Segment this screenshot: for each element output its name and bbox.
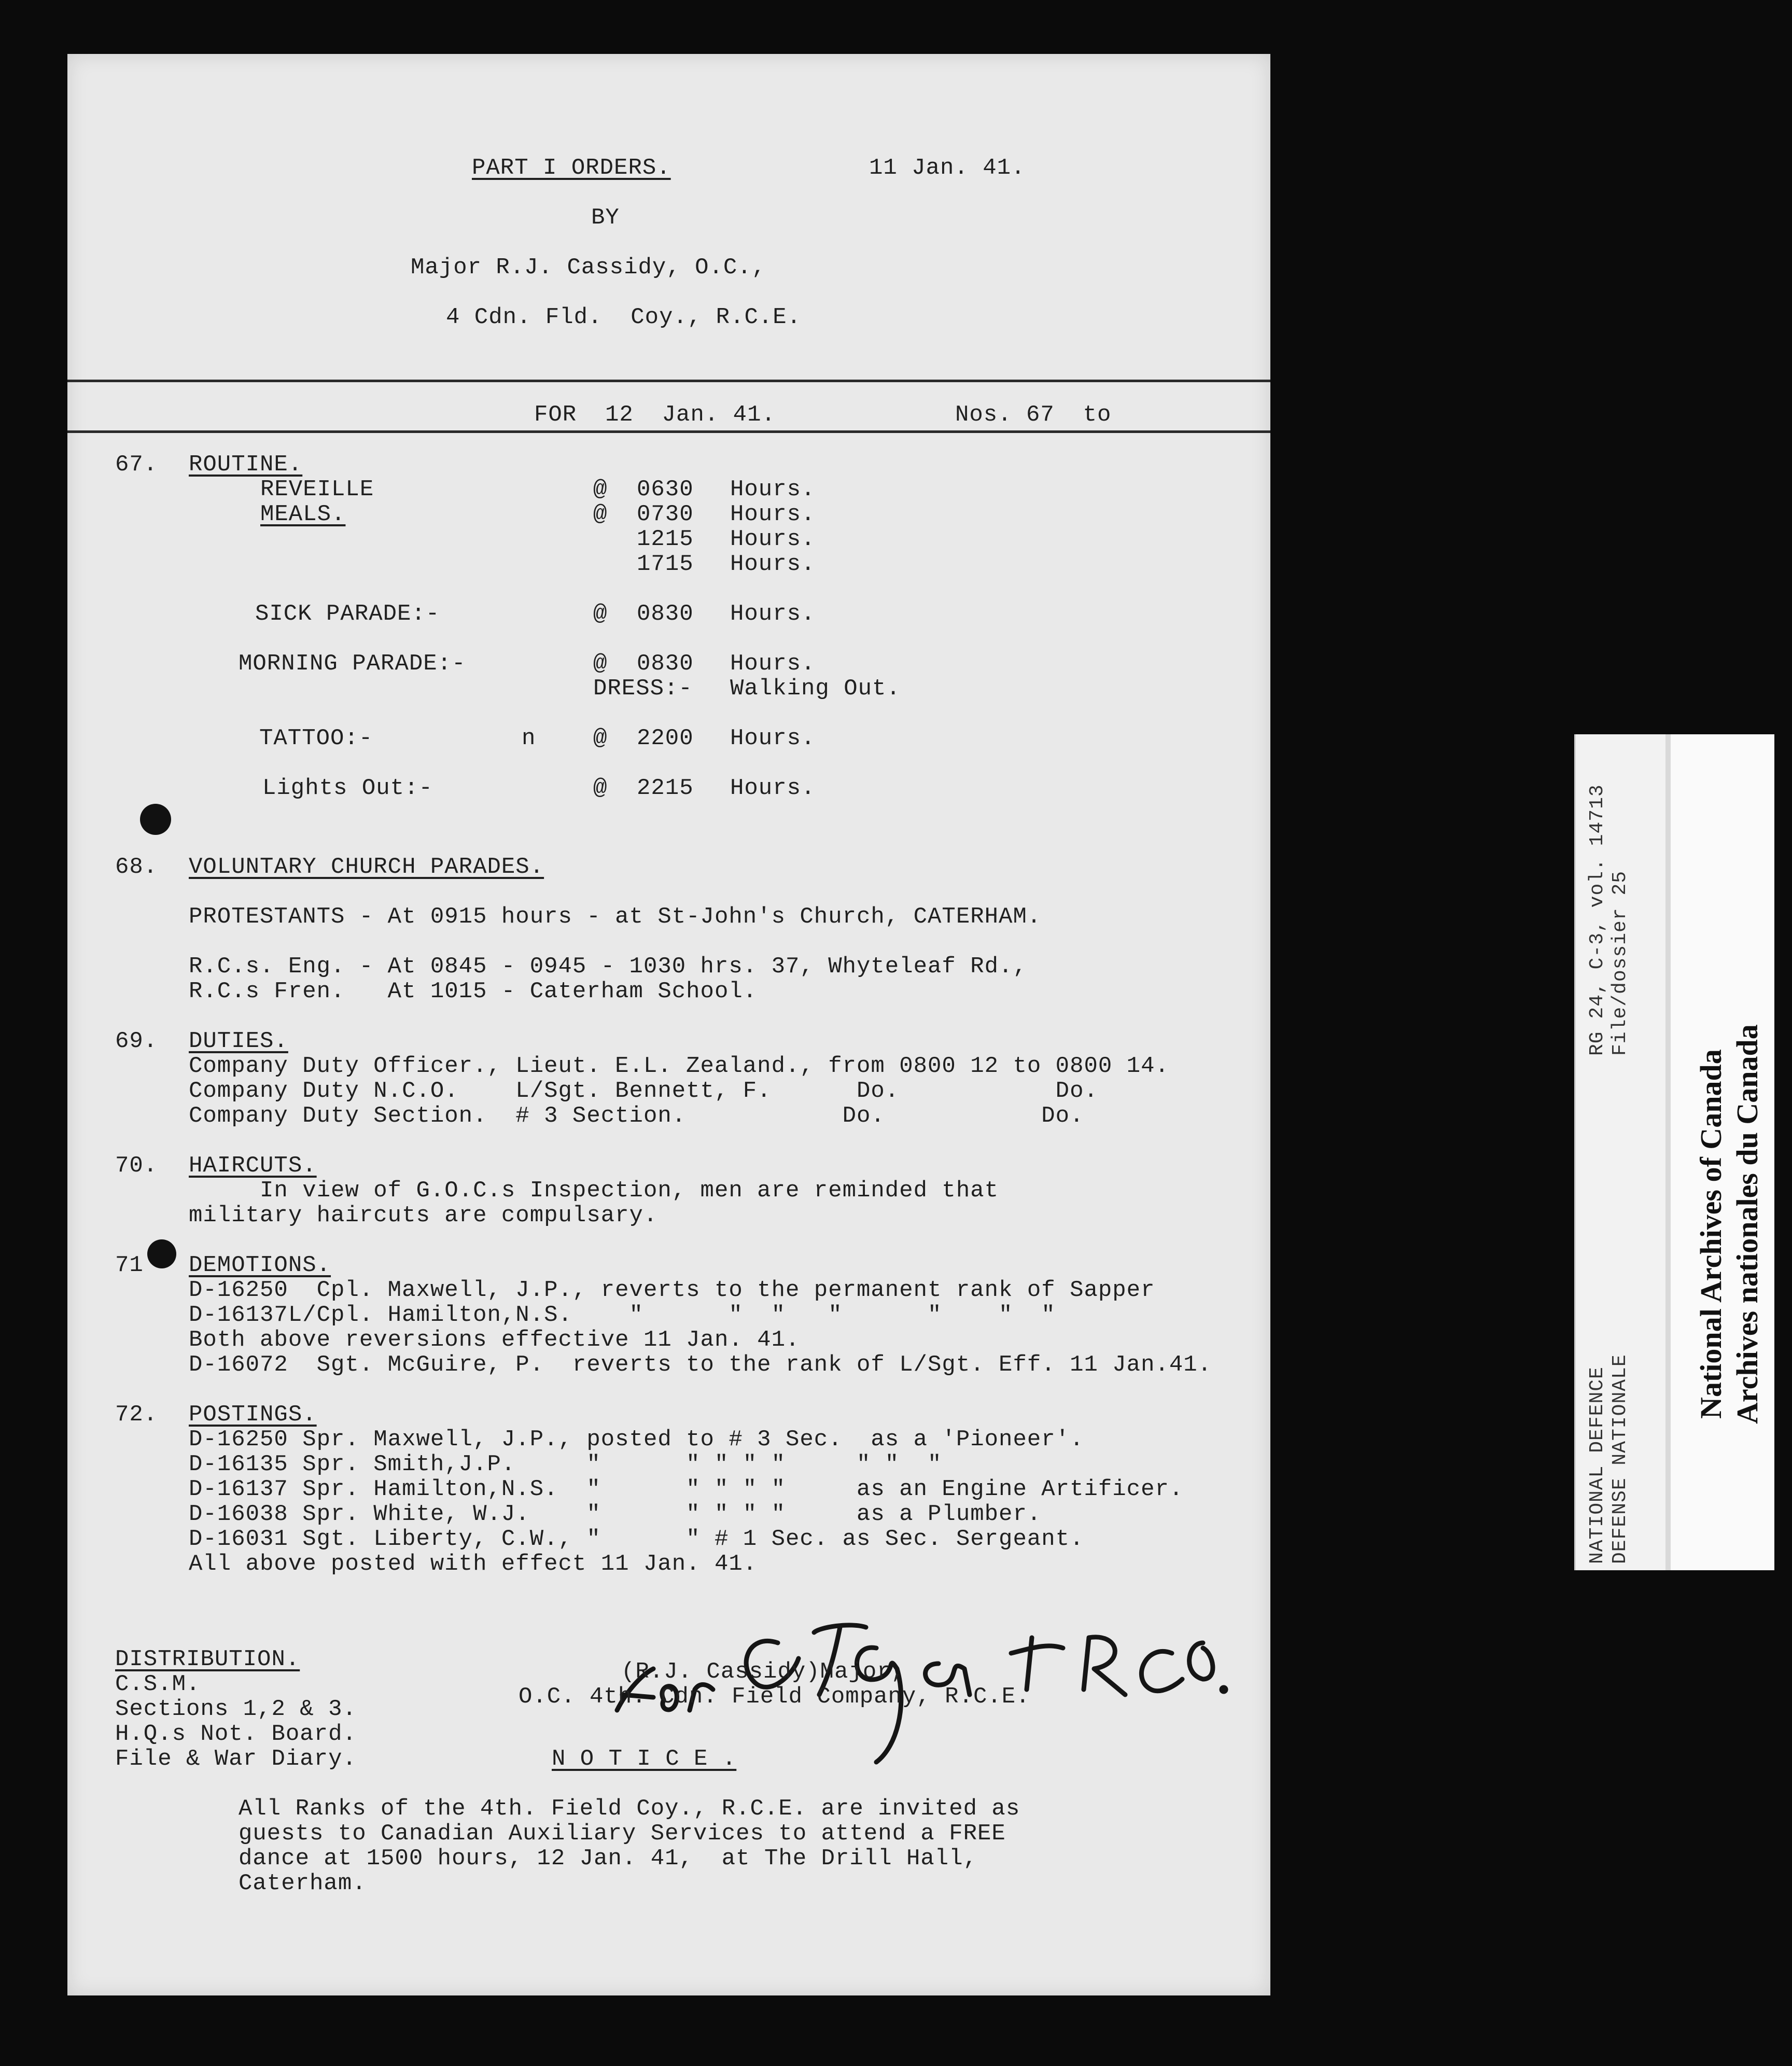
distribution-item: H.Q.s Not. Board.	[115, 1721, 357, 1747]
distribution-item: C.S.M.	[115, 1671, 201, 1697]
postings-heading: POSTINGS.	[189, 1402, 317, 1428]
for-date: FOR 12 Jan. 41.	[534, 402, 776, 428]
punch-hole	[140, 804, 171, 835]
unit-name: 4 Cdn. Fld. Coy., R.C.E.	[446, 304, 802, 330]
duty-officer: Company Duty Officer., Lieut. E.L. Zealand., from 0800 12 to 0800 14.	[189, 1053, 1169, 1079]
item-number-68: 68.	[115, 854, 158, 880]
meals-label: MEALS.	[260, 501, 346, 527]
item-number-69: 69.	[115, 1028, 158, 1054]
archive-name-french: Archives nationales du Canada	[1730, 1024, 1764, 1424]
header-rule-top	[67, 380, 1270, 382]
at-sign: @	[593, 601, 608, 627]
at-sign: @	[593, 651, 608, 677]
hours-label: Hours.	[730, 477, 816, 502]
archive-name-english: National Archives of Canada	[1694, 1049, 1728, 1419]
at-sign: @	[593, 477, 608, 502]
duty-nco: Company Duty N.C.O. L/Sgt. Bennett, F. Do. Do.	[189, 1078, 1098, 1104]
archive-reference-label	[1574, 734, 1667, 1570]
officer-name: Major R.J. Cassidy, O.C.,	[411, 255, 766, 281]
item-number-72: 72.	[115, 1402, 158, 1428]
church-protestants: PROTESTANTS - At 0915 hours - at St-John's Church, CATERHAM.	[189, 904, 1042, 930]
orders-date: 11 Jan. 41.	[869, 155, 1026, 181]
duty-section: Company Duty Section. # 3 Section. Do. Do.	[189, 1103, 1084, 1129]
time-morning-parade: 0830	[637, 651, 694, 677]
hours-label: Hours.	[730, 601, 816, 627]
reveille-label: REVEILLE	[260, 477, 374, 502]
time-tattoo: 2200	[637, 725, 694, 751]
item-number-70: 70.	[115, 1153, 158, 1179]
demotion-line-1: D-16250 Cpl. Maxwell, J.P., reverts to the permanent rank of Sapper	[189, 1277, 1155, 1303]
time-reveille: 0630	[637, 477, 694, 502]
by-label: BY	[591, 205, 620, 231]
tattoo-label: TATTOO:-	[259, 725, 373, 751]
demotion-line-4: D-16072 Sgt. McGuire, P. reverts to the rank of L/Sgt. Eff. 11 Jan.41.	[189, 1352, 1212, 1378]
archive-name-label	[1665, 734, 1774, 1570]
time-meal-2: 1215	[637, 526, 694, 552]
posting-line-4: D-16038 Spr. White, W.J. " " " " " as a Plumber.	[189, 1501, 1042, 1527]
demotions-heading: DEMOTIONS.	[189, 1252, 331, 1278]
order-numbers: Nos. 67 to	[955, 402, 1112, 428]
at-sign: @	[593, 775, 608, 801]
dress-value: Walking Out.	[730, 676, 901, 702]
item-number-71: 71	[115, 1252, 144, 1278]
notice-heading: N O T I C E .	[552, 1746, 737, 1772]
dress-label: DRESS:-	[593, 676, 693, 702]
posting-line-6: All above posted with effect 11 Jan. 41.	[189, 1551, 758, 1577]
notice-line-1: All Ranks of the 4th. Field Coy., R.C.E. are invited as	[239, 1796, 1020, 1822]
distribution-item: File & War Diary.	[115, 1746, 357, 1772]
header-rule-bottom	[67, 430, 1270, 433]
orders-title: PART I ORDERS.	[472, 155, 671, 181]
church-rc-english: R.C.s. Eng. - At 0845 - 0945 - 1030 hrs. 37, Whyteleaf Rd.,	[189, 954, 1027, 980]
hours-label: Hours.	[730, 501, 816, 527]
hours-label: Hours.	[730, 725, 816, 751]
at-sign: @	[593, 501, 608, 527]
national-defence-label: NATIONAL DEFENCE	[1586, 1366, 1608, 1564]
hours-label: Hours.	[730, 526, 816, 552]
notice-line-3: dance at 1500 hours, 12 Jan. 41, at The Drill Hall,	[239, 1846, 978, 1872]
demotion-line-3: Both above reversions effective 11 Jan. 41.	[189, 1327, 800, 1353]
posting-line-2: D-16135 Spr. Smith,J.P. " " " " " " " "	[189, 1451, 942, 1477]
archive-reference-2: File/dossier 25	[1609, 870, 1631, 1056]
time-sick-parade: 0830	[637, 601, 694, 627]
item-number-67: 67.	[115, 452, 158, 478]
posting-line-1: D-16250 Spr. Maxwell, J.P., posted to # 3 Sec. as a 'Pioneer'.	[189, 1427, 1084, 1453]
haircuts-line-2: military haircuts are compulsary.	[189, 1203, 658, 1229]
notice-line-2: guests to Canadian Auxiliary Services to attend a FREE	[239, 1821, 1006, 1847]
archive-reference-1: RG 24, C-3, vol. 14713	[1586, 784, 1608, 1056]
lights-out-label: Lights Out:-	[262, 775, 433, 801]
hours-label: Hours.	[730, 775, 816, 801]
demotion-line-2: D-16137L/Cpl. Hamilton,N.S. " " " " " " "	[189, 1302, 1056, 1328]
time-lights-out: 2215	[637, 775, 694, 801]
distribution-item: Sections 1,2 & 3.	[115, 1696, 357, 1722]
signatory-appointment: O.C. 4th. Cdn. Field Company, R.C.E.	[519, 1684, 1030, 1710]
posting-line-5: D-16031 Sgt. Liberty, C.W., " " # 1 Sec. as Sec. Sergeant.	[189, 1526, 1084, 1552]
morning-parade-label: MORNING PARADE:-	[239, 651, 466, 677]
haircuts-heading: HAIRCUTS.	[189, 1153, 317, 1179]
duties-heading: DUTIES.	[189, 1028, 288, 1054]
document-page	[67, 54, 1270, 1995]
distribution-heading: DISTRIBUTION.	[115, 1646, 300, 1672]
routine-heading: ROUTINE.	[189, 452, 303, 478]
church-parades-heading: VOLUNTARY CHURCH PARADES.	[189, 854, 544, 880]
hours-label: Hours.	[730, 551, 816, 577]
haircuts-line-1: In view of G.O.C.s Inspection, men are reminded that	[189, 1178, 999, 1204]
tattoo-mark: n	[522, 725, 536, 751]
hours-label: Hours.	[730, 651, 816, 677]
time-meal-3: 1715	[637, 551, 694, 577]
at-sign: @	[593, 725, 608, 751]
sick-parade-label: SICK PARADE:-	[255, 601, 440, 627]
defense-nationale-label: DEFENSE NATIONALE	[1609, 1354, 1631, 1564]
church-rc-french: R.C.s Fren. At 1015 - Caterham School.	[189, 979, 758, 1004]
time-meal-1: 0730	[637, 501, 694, 527]
posting-line-3: D-16137 Spr. Hamilton,N.S. " " " " " as an Engine Artificer.	[189, 1476, 1184, 1502]
punch-hole	[147, 1239, 176, 1268]
notice-line-4: Caterham.	[239, 1870, 367, 1896]
signatory-name: (R.J. Cassidy)Major,	[621, 1659, 906, 1685]
